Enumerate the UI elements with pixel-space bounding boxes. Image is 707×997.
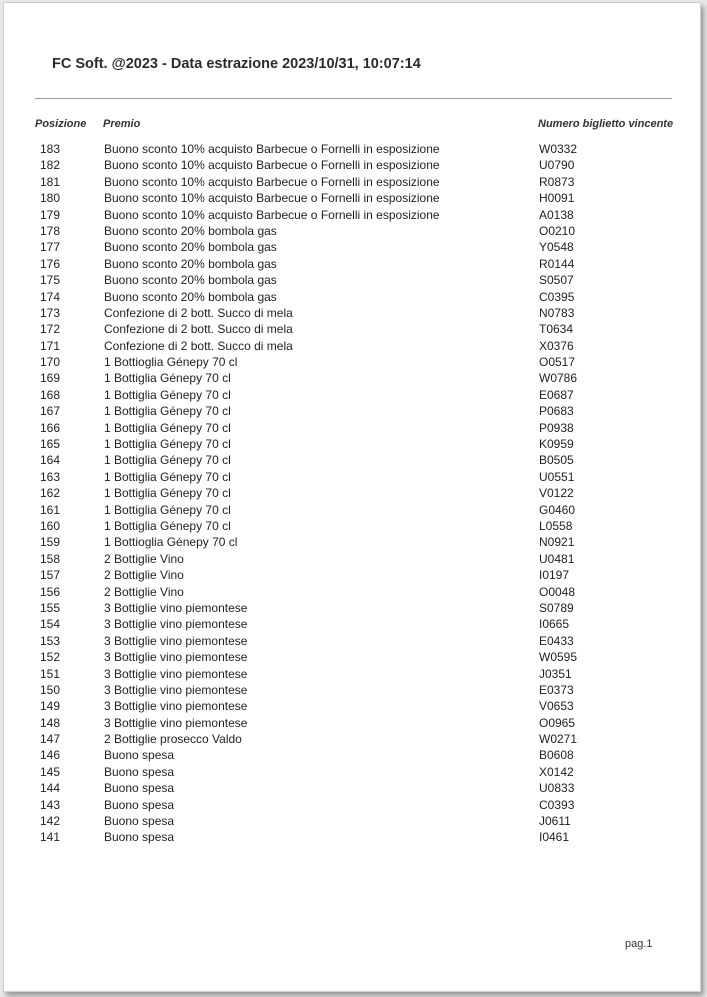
prize-cell: 2 Bottiglie Vino — [104, 568, 184, 583]
prize-cell: Buono sconto 20% bombola gas — [104, 256, 277, 271]
ticket-number-cell: B0608 — [539, 748, 574, 763]
ticket-number-cell: U0551 — [539, 469, 575, 484]
table-row — [4, 141, 700, 157]
prize-cell: Buono sconto 20% bombola gas — [104, 273, 277, 288]
prize-cell: Buono sconto 10% acquisto Barbecue o Fornelli in esposizione — [104, 191, 440, 206]
position-cell: 157 — [40, 568, 61, 583]
table-row — [4, 256, 700, 272]
position-cell: 143 — [40, 797, 61, 812]
ticket-number-cell: J0611 — [539, 814, 571, 829]
table-row — [4, 567, 700, 583]
ticket-number-cell: N0921 — [539, 535, 575, 550]
position-cell: 160 — [40, 518, 61, 533]
prize-cell: Buono sconto 20% bombola gas — [104, 240, 277, 255]
ticket-number-cell: Y0548 — [539, 240, 574, 255]
position-cell: 176 — [40, 256, 61, 271]
column-header-premio: Premio — [103, 118, 141, 130]
table-row — [4, 715, 700, 731]
position-cell: 162 — [40, 486, 61, 501]
table-row — [4, 387, 700, 403]
ticket-number-cell: O0965 — [539, 715, 576, 730]
ticket-number-cell: X0376 — [539, 338, 574, 353]
ticket-number-cell: O0048 — [539, 584, 576, 599]
table-row — [4, 370, 700, 386]
position-cell: 172 — [40, 322, 61, 337]
ticket-number-cell: X0142 — [539, 764, 574, 779]
position-cell: 169 — [40, 371, 61, 386]
table-row — [4, 239, 700, 255]
table-row — [4, 338, 700, 354]
ticket-number-cell: J0351 — [539, 666, 572, 681]
prize-cell: 1 Bottiglia Génepy 70 cl — [104, 404, 231, 419]
position-cell: 168 — [40, 387, 61, 402]
table-row — [4, 157, 700, 173]
ticket-number-cell: W0595 — [539, 650, 578, 665]
prize-cell: 1 Bottioglia Génepy 70 cl — [104, 355, 238, 370]
prize-cell: 2 Bottiglie Vino — [104, 551, 184, 566]
table-row — [4, 649, 700, 665]
table-row — [4, 616, 700, 632]
ticket-number-cell: H0091 — [539, 191, 575, 206]
position-cell: 178 — [40, 223, 61, 238]
table-row — [4, 747, 700, 763]
prize-cell: 3 Bottiglie vino piemontese — [104, 666, 248, 681]
prize-cell: Buono sconto 10% acquisto Barbecue o Fornelli in esposizione — [104, 158, 440, 173]
position-cell: 164 — [40, 453, 61, 468]
ticket-number-cell: W0271 — [539, 732, 578, 747]
position-cell: 161 — [40, 502, 61, 517]
ticket-number-cell: E0687 — [539, 387, 574, 402]
ticket-number-cell: A0138 — [539, 207, 574, 222]
position-cell: 159 — [40, 535, 61, 550]
table-row — [4, 420, 700, 436]
prize-cell: Buono sconto 10% acquisto Barbecue o Fornelli in esposizione — [104, 207, 440, 222]
table-row — [4, 829, 700, 845]
prize-cell: Confezione di 2 bott. Succo di mela — [104, 305, 293, 320]
position-cell: 146 — [40, 748, 61, 763]
table-row — [4, 354, 700, 370]
position-cell: 180 — [40, 191, 61, 206]
table-row — [4, 666, 700, 682]
prize-cell: 3 Bottiglie vino piemontese — [104, 715, 248, 730]
column-header-numero-biglietto: Numero biglietto vincente — [538, 118, 674, 130]
prize-cell: Confezione di 2 bott. Succo di mela — [104, 322, 293, 337]
ticket-number-cell: U0833 — [539, 781, 575, 796]
ticket-number-cell: O0210 — [539, 223, 576, 238]
ticket-number-cell: P0683 — [539, 404, 574, 419]
position-cell: 155 — [40, 600, 61, 615]
ticket-number-cell: W0786 — [539, 371, 578, 386]
prize-cell: 3 Bottiglie vino piemontese — [104, 617, 248, 632]
position-cell: 144 — [40, 781, 61, 796]
position-cell: 174 — [40, 289, 61, 304]
table-row — [4, 321, 700, 337]
table-row — [4, 174, 700, 190]
prize-cell: 1 Bottiglia Génepy 70 cl — [104, 437, 231, 452]
table-row — [4, 600, 700, 616]
prize-cell: 3 Bottiglie vino piemontese — [104, 699, 248, 714]
table-row — [4, 289, 700, 305]
ticket-number-cell: U0481 — [539, 551, 575, 566]
position-cell: 165 — [40, 437, 61, 452]
position-cell: 158 — [40, 551, 61, 566]
position-cell: 170 — [40, 355, 61, 370]
position-cell: 154 — [40, 617, 61, 632]
table-row — [4, 698, 700, 714]
prize-cell: Buono spesa — [104, 748, 175, 763]
position-cell: 142 — [40, 814, 61, 829]
position-cell: 171 — [40, 338, 61, 353]
prize-cell: Buono spesa — [104, 797, 175, 812]
ticket-number-cell: S0507 — [539, 273, 574, 288]
position-cell: 150 — [40, 682, 61, 697]
table-row — [4, 780, 700, 796]
results-table — [4, 141, 700, 846]
ticket-number-cell: C0393 — [539, 797, 575, 812]
ticket-number-cell: T0634 — [539, 322, 574, 337]
ticket-number-cell: B0505 — [539, 453, 574, 468]
prize-cell: 1 Bottiglia Génepy 70 cl — [104, 371, 231, 386]
ticket-number-cell: R0144 — [539, 256, 575, 271]
prize-cell: Buono sconto 10% acquisto Barbecue o Fornelli in esposizione — [104, 142, 440, 156]
ticket-number-cell: V0122 — [539, 486, 574, 501]
position-cell: 148 — [40, 715, 61, 730]
position-cell: 152 — [40, 650, 61, 665]
table-row — [4, 764, 700, 780]
prize-cell: 1 Bottioglia Génepy 70 cl — [104, 535, 238, 550]
table-row — [4, 633, 700, 649]
position-cell: 149 — [40, 699, 61, 714]
ticket-number-cell: L0558 — [539, 518, 573, 533]
prize-cell: 2 Bottiglie Vino — [104, 584, 184, 599]
position-cell: 153 — [40, 633, 61, 648]
ticket-number-cell: N0783 — [539, 305, 575, 320]
page-number: pag.1 — [625, 938, 653, 950]
ticket-number-cell: E0433 — [539, 633, 574, 648]
table-row — [4, 452, 700, 468]
table-row — [4, 682, 700, 698]
position-cell: 177 — [40, 240, 61, 255]
table-row — [4, 584, 700, 600]
position-cell: 182 — [40, 158, 61, 173]
position-cell: 141 — [40, 830, 61, 845]
prize-cell: 2 Bottiglie prosecco Valdo — [104, 732, 242, 747]
table-row — [4, 551, 700, 567]
table-row — [4, 813, 700, 829]
prize-cell: 1 Bottiglia Génepy 70 cl — [104, 453, 231, 468]
table-row — [4, 534, 700, 550]
ticket-number-cell: V0653 — [539, 699, 574, 714]
ticket-number-cell: O0517 — [539, 355, 576, 370]
table-row — [4, 518, 700, 534]
table-row — [4, 403, 700, 419]
prize-cell: 3 Bottiglie vino piemontese — [104, 682, 248, 697]
position-cell: 156 — [40, 584, 61, 599]
ticket-number-cell: U0790 — [539, 158, 575, 173]
table-row — [4, 223, 700, 239]
table-row — [4, 207, 700, 223]
table-row — [4, 305, 700, 321]
document-title: FC Soft. @2023 - Data estrazione 2023/10/31, 10:07:14 — [52, 56, 421, 72]
ticket-number-cell: P0938 — [539, 420, 574, 435]
table-row — [4, 469, 700, 485]
table-row — [4, 272, 700, 288]
prize-cell: Buono spesa — [104, 830, 175, 845]
prize-cell: 3 Bottiglie vino piemontese — [104, 633, 248, 648]
ticket-number-cell: G0460 — [539, 502, 576, 517]
prize-cell: Buono spesa — [104, 781, 175, 796]
prize-cell: 1 Bottiglia Génepy 70 cl — [104, 420, 231, 435]
prize-cell: Buono sconto 20% bombola gas — [104, 223, 277, 238]
table-row — [4, 190, 700, 206]
prize-cell: 1 Bottiglia Génepy 70 cl — [104, 518, 231, 533]
header-divider — [35, 98, 672, 99]
document-page — [3, 2, 701, 992]
table-row — [4, 731, 700, 747]
table-row — [4, 502, 700, 518]
ticket-number-cell: E0373 — [539, 682, 574, 697]
position-cell: 147 — [40, 732, 61, 747]
prize-cell: 1 Bottiglia Génepy 70 cl — [104, 486, 231, 501]
prize-cell: 3 Bottiglie vino piemontese — [104, 600, 248, 615]
ticket-number-cell: K0959 — [539, 437, 574, 452]
table-row — [4, 797, 700, 813]
prize-cell: Buono sconto 10% acquisto Barbecue o Fornelli in esposizione — [104, 174, 440, 189]
ticket-number-cell: I0197 — [539, 568, 570, 583]
position-cell: 166 — [40, 420, 61, 435]
position-cell: 163 — [40, 469, 61, 484]
ticket-number-cell: S0789 — [539, 600, 574, 615]
ticket-number-cell: I0461 — [539, 830, 570, 845]
column-header-posizione: Posizione — [35, 118, 87, 130]
position-cell: 175 — [40, 273, 61, 288]
ticket-number-cell: W0332 — [539, 142, 578, 156]
prize-cell: 1 Bottiglia Génepy 70 cl — [104, 387, 231, 402]
prize-cell: Confezione di 2 bott. Succo di mela — [104, 338, 293, 353]
prize-cell: 1 Bottiglia Génepy 70 cl — [104, 469, 231, 484]
prize-cell: Buono sconto 20% bombola gas — [104, 289, 277, 304]
position-cell: 145 — [40, 764, 61, 779]
prize-cell: 3 Bottiglie vino piemontese — [104, 650, 248, 665]
ticket-number-cell: R0873 — [539, 174, 575, 189]
prize-cell: Buono spesa — [104, 764, 175, 779]
position-cell: 179 — [40, 207, 61, 222]
position-cell: 173 — [40, 305, 61, 320]
position-cell: 183 — [40, 142, 61, 156]
prize-cell: 1 Bottiglia Génepy 70 cl — [104, 502, 231, 517]
table-row — [4, 436, 700, 452]
position-cell: 181 — [40, 174, 61, 189]
position-cell: 167 — [40, 404, 61, 419]
table-row — [4, 485, 700, 501]
position-cell: 151 — [40, 666, 61, 681]
ticket-number-cell: I0665 — [539, 617, 570, 632]
ticket-number-cell: C0395 — [539, 289, 575, 304]
prize-cell: Buono spesa — [104, 814, 175, 829]
